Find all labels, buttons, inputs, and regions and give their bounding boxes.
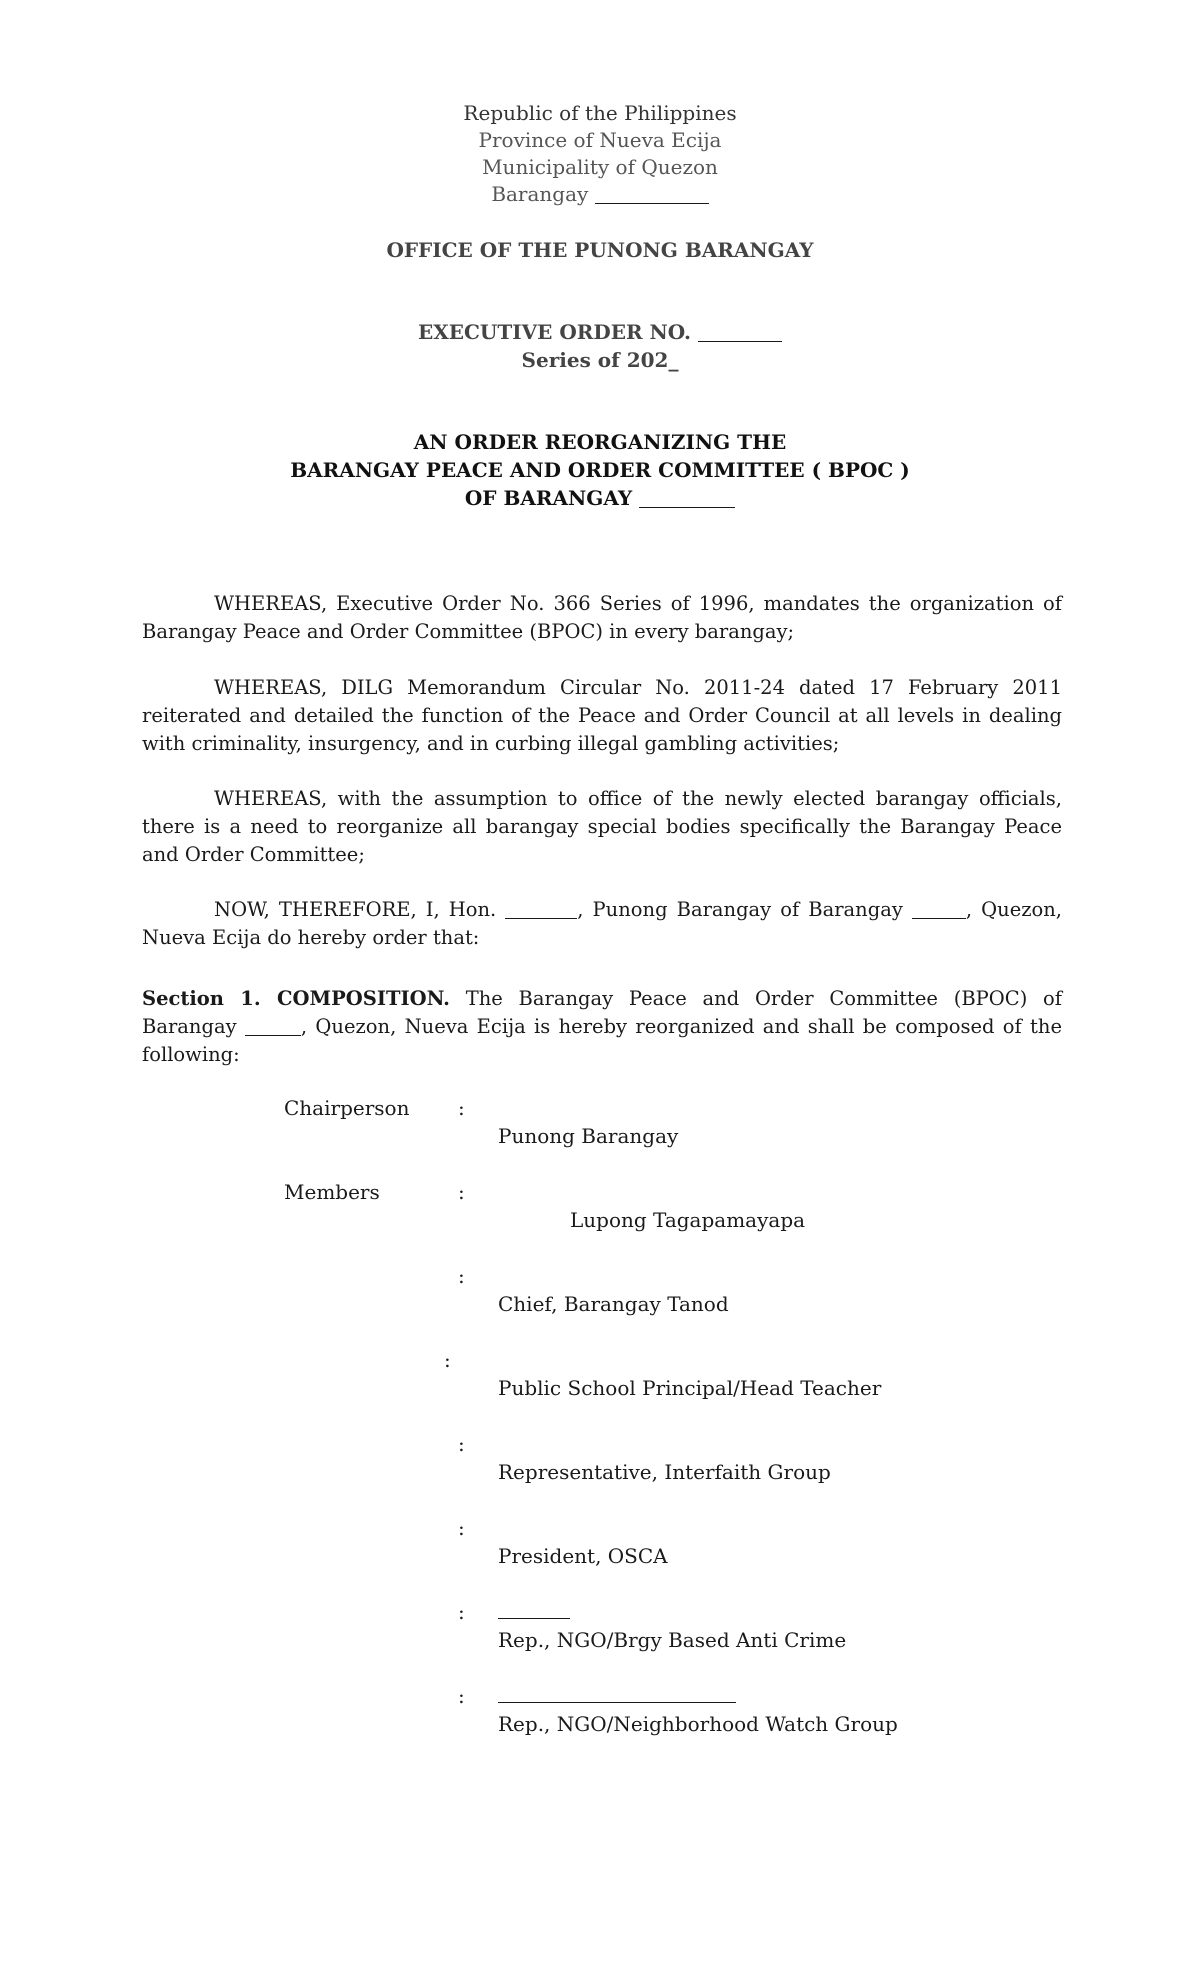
eo-number-label: EXECUTIVE ORDER NO. (417, 320, 692, 344)
chairperson-entry: Punong Barangay (498, 1124, 679, 1148)
section-1-heading: Section 1. COMPOSITION. (142, 987, 450, 1010)
member-entry-4: Representative, Interfaith Group (498, 1460, 831, 1484)
section-1 (142, 985, 1062, 1069)
executive-order-heading (0, 318, 1200, 374)
republic-line: Republic of the Philippines (463, 101, 737, 125)
whereas-text-1: WHEREAS, Executive Order No. 366 Series of 1996, mandates the organization of Barangay Peace and Order Committee (BPOC) in every barangay; (142, 592, 1062, 643)
order-title (0, 428, 1200, 512)
member-entry-7: Rep., NGO/Neighborhood Watch Group (498, 1712, 898, 1736)
barangay-blank (595, 183, 709, 204)
member-entry-2: Chief, Barangay Tanod (498, 1292, 729, 1316)
member-colon-6: : (458, 1600, 465, 1624)
title-barangay-blank (639, 487, 735, 508)
now-therefore-part1: NOW, THEREFORE, I, Hon. (214, 898, 497, 921)
eo-series: Series of 202_ (521, 348, 679, 372)
title-line-3-prefix: OF BARANGAY (464, 486, 633, 510)
member-colon-7: : (458, 1684, 465, 1708)
whereas-clause-1 (142, 590, 1062, 646)
section-1-text-part2: , Quezon, Nueva Ecija is hereby reorganized and shall be composed of the following: (142, 1015, 1062, 1066)
member-entry-5: President, OSCA (498, 1544, 668, 1568)
section-1-text-part1: The Barangay Peace and Order Committee (BPOC) of Barangay (142, 987, 1063, 1038)
member-name-line-6 (498, 1618, 570, 1619)
member-colon-5: : (458, 1516, 465, 1540)
members-label: Members (284, 1180, 380, 1204)
member-colon-3: : (444, 1348, 451, 1372)
whereas-text-3: WHEREAS, with the assumption to office of the newly elected barangay officials, there is a need to reorganize all barangay special bodies specifically the Barangay Peace and Order Committee; (142, 787, 1062, 866)
member-entry-1: Lupong Tagapamayapa (570, 1208, 806, 1232)
member-colon-2: : (458, 1264, 465, 1288)
eo-number-line (0, 318, 1200, 346)
municipality-line: Municipality of Quezon (482, 155, 718, 179)
member-colon-1: : (458, 1180, 465, 1204)
letterhead (0, 100, 1200, 208)
chairperson-colon: : (458, 1096, 465, 1120)
barangay-name-blank (912, 898, 966, 919)
member-colon-4: : (458, 1432, 465, 1456)
chairperson-label: Chairperson (284, 1096, 410, 1120)
member-entry-6: Rep., NGO/Brgy Based Anti Crime (498, 1628, 847, 1652)
province-line: Province of Nueva Ecija (478, 128, 722, 152)
whereas-text-2: WHEREAS, DILG Memorandum Circular No. 2011-24 dated 17 February 2011 reiterated and detailed the function of the Peace and Order Council at all levels in dealing with criminality, insurgency, and in curbing illegal gambling activities; (142, 676, 1062, 755)
now-therefore-part2: , Punong Barangay of Barangay (577, 898, 903, 921)
title-line-3 (0, 484, 1200, 512)
whereas-clause-2 (142, 674, 1062, 758)
office-heading: OFFICE OF THE PUNONG BARANGAY (386, 238, 814, 262)
hon-name-blank (505, 898, 577, 919)
eo-number-blank (698, 321, 782, 342)
member-name-line-7 (498, 1702, 736, 1703)
section-barangay-blank (245, 1015, 301, 1036)
now-therefore-text (142, 896, 1062, 952)
now-therefore-part3: , Quezon, Nueva Ecija do hereby order that: (142, 898, 1063, 949)
barangay-line (0, 181, 1200, 208)
member-entry-3: Public School Principal/Head Teacher (498, 1376, 882, 1400)
title-line-1: AN ORDER REORGANIZING THE (413, 430, 787, 454)
whereas-clause-3 (142, 785, 1062, 869)
title-line-2: BARANGAY PEACE AND ORDER COMMITTEE ( BPOC ) (290, 458, 910, 482)
now-therefore-clause (142, 896, 1062, 952)
barangay-label: Barangay (491, 182, 589, 206)
